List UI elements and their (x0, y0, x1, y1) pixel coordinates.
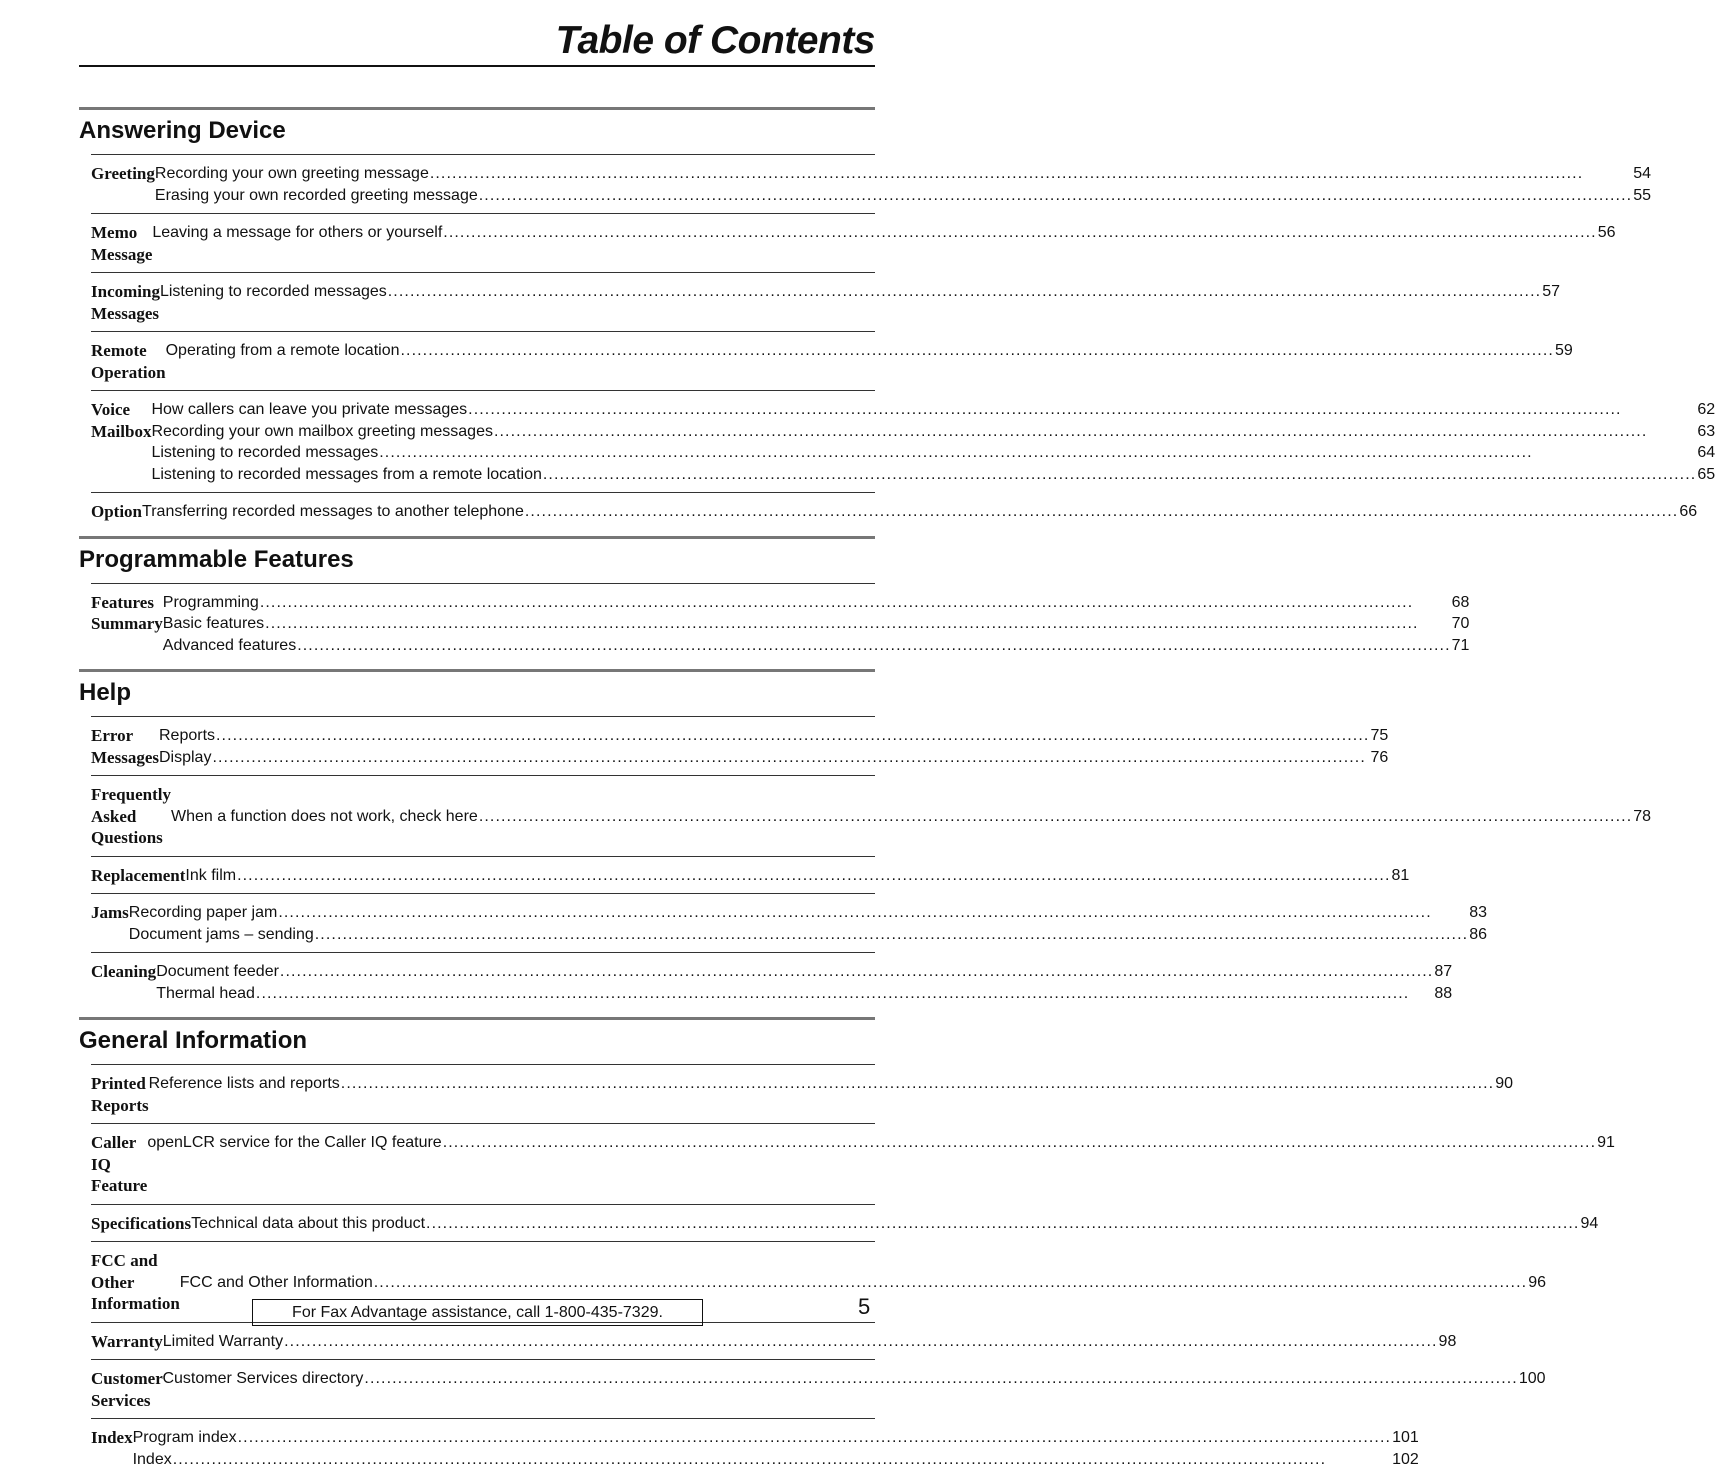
toc-entry[interactable] (163, 592, 1470, 614)
toc-section (79, 107, 1715, 536)
toc-entry-text: How callers can leave you private messages (151, 401, 468, 418)
toc-group (91, 331, 1573, 390)
dot-leader (379, 442, 1696, 464)
toc-group (91, 390, 1715, 492)
toc-entry-text: Programming (162, 593, 259, 611)
toc-entry[interactable] (159, 725, 1388, 747)
toc-group-label: Printed Reports (91, 1074, 149, 1115)
dot-leader (212, 747, 1369, 769)
toc-entry-text: Listening to recorded messages (159, 283, 387, 300)
toc-entry[interactable] (180, 1272, 1546, 1294)
section-tail (79, 1477, 875, 1483)
toc-entry-page: 100 (1518, 1370, 1546, 1387)
dot-leader (543, 464, 1696, 486)
toc-entry-text: openLCR service for the Caller IQ feature (147, 1134, 442, 1151)
toc-group-label: Jams (91, 903, 129, 922)
toc-entry[interactable] (152, 222, 1615, 244)
toc-entry-page: 62 (1697, 401, 1715, 418)
dot-leader (426, 1213, 1579, 1235)
toc-group (91, 1322, 1457, 1360)
toc-entry[interactable] (133, 1427, 1419, 1449)
toc-entry-page: 78 (1633, 807, 1652, 825)
dot-leader (278, 902, 1468, 924)
toc-group-label: Error Messages (91, 726, 159, 767)
dot-leader (525, 501, 1678, 523)
dot-leader (388, 281, 1541, 303)
toc-entry-text: Index (132, 1450, 172, 1468)
toc-entry-text: Document jams – sending (128, 925, 314, 943)
toc-entries (142, 501, 1697, 523)
toc-group (91, 1204, 1599, 1242)
toc-page (79, 0, 1715, 1483)
toc-entry-page: 87 (1434, 963, 1453, 980)
toc-entries (162, 1368, 1545, 1411)
page-number: 5 (858, 1294, 871, 1319)
toc-entry-text: Program index (132, 1429, 237, 1446)
toc-entry-text: Display (158, 748, 212, 766)
toc-group-label: Greeting (91, 164, 155, 183)
toc-group-label: Option (91, 502, 143, 521)
toc-entry-page: 65 (1697, 465, 1715, 483)
section-title: Help (79, 679, 132, 706)
toc-entry-text: When a function does not work, check here (170, 807, 478, 825)
toc-entry-page: 88 (1434, 984, 1453, 1002)
toc-entry-text: Operating from a remote location (165, 342, 400, 359)
toc-entry-page: 68 (1451, 593, 1470, 611)
dot-leader (237, 865, 1390, 887)
toc-group-label: Remote Operation (91, 341, 166, 382)
toc-entry-text: FCC and Other Information (179, 1273, 373, 1291)
toc-entry-text: Reports (158, 727, 216, 744)
toc-group (91, 154, 1651, 213)
section-title: Programmable Features (79, 545, 354, 573)
toc-entry-page: 66 (1679, 503, 1698, 520)
toc-entries (149, 1073, 1513, 1116)
footer-assistance-box: For Fax Advantage assistance, call 1-800-435-7329. (252, 1299, 703, 1326)
toc-entry-page: 90 (1495, 1075, 1514, 1092)
toc-entries (156, 961, 1452, 1004)
toc-group (91, 1123, 1615, 1204)
toc-entry-page: 98 (1438, 1332, 1457, 1350)
toc-entries (191, 1213, 1598, 1235)
toc-group-label: Cleaning (91, 962, 157, 981)
toc-group (91, 492, 1698, 530)
toc-entry[interactable] (151, 442, 1715, 464)
toc-group (91, 893, 1487, 952)
dot-leader (297, 635, 1450, 657)
toc-entries (155, 163, 1651, 206)
dot-leader (216, 725, 1369, 747)
toc-entries (166, 340, 1573, 383)
dot-leader (468, 399, 1696, 421)
toc-entry-text: Leaving a message for others or yourself (152, 224, 443, 241)
toc-group (91, 1359, 1546, 1418)
toc-entry-text: Listening to recorded messages (151, 444, 379, 461)
toc-entry[interactable] (156, 983, 1452, 1005)
toc-entry-text: Basic features (162, 615, 265, 632)
toc-entry-page: 71 (1451, 636, 1470, 654)
toc-group (91, 272, 1560, 331)
toc-entry-text: Document feeder (156, 963, 279, 980)
toc-group (91, 952, 1453, 1011)
toc-entries (163, 1331, 1457, 1353)
toc-entries (163, 592, 1470, 657)
toc-entry-text: Ink film (185, 866, 237, 884)
toc-entry[interactable] (171, 806, 1651, 828)
toc-entry-page: 86 (1469, 925, 1487, 943)
toc-entry[interactable] (151, 421, 1715, 443)
toc-entries (160, 281, 1560, 324)
toc-entry-page: 83 (1469, 904, 1487, 921)
toc-entries (171, 784, 1651, 849)
toc-group (91, 775, 1652, 856)
toc-group-label: Warranty (91, 1331, 163, 1351)
toc-group-label: FCC and Other Information (91, 1251, 180, 1313)
toc-entry-text: Advanced features (162, 636, 297, 654)
toc-entry-page: 81 (1391, 866, 1410, 884)
toc-group-label: Replacement (91, 865, 186, 885)
toc-group-label: Frequently Asked Questions (91, 785, 171, 847)
toc-entry[interactable] (185, 865, 1409, 887)
toc-entry[interactable] (151, 464, 1715, 486)
dot-leader (401, 340, 1554, 362)
toc-entry-page: 96 (1528, 1273, 1546, 1291)
dot-leader (256, 983, 1433, 1005)
toc-entry-text: Recording your own mailbox greeting messages (151, 422, 493, 440)
toc-entry-page: 76 (1370, 748, 1389, 766)
toc-entry-page: 56 (1597, 224, 1616, 241)
section-title: General Information (79, 1027, 308, 1054)
dot-leader (479, 806, 1632, 828)
toc-entry[interactable] (159, 747, 1388, 769)
toc-entry[interactable] (149, 1073, 1513, 1095)
toc-entry-text: Recording paper jam (128, 904, 278, 921)
toc-entry-page: 70 (1451, 615, 1470, 632)
toc-group-label: Incoming Messages (91, 282, 160, 323)
toc-entry[interactable] (162, 1368, 1545, 1390)
toc-group-label: Index (91, 1428, 133, 1447)
dot-leader (443, 1132, 1596, 1154)
toc-group (91, 856, 1410, 894)
toc-group (91, 1064, 1514, 1123)
dot-leader (265, 613, 1450, 635)
toc-entry[interactable] (166, 340, 1573, 362)
toc-group-label: Caller IQ Feature (91, 1133, 148, 1195)
toc-entries (152, 222, 1615, 265)
toc-group-label: Features Summary (91, 592, 163, 633)
toc-entry-text: Erasing your own recorded greeting message (154, 186, 478, 204)
toc-entry[interactable] (129, 902, 1487, 924)
toc-entry-text: Listening to recorded messages from a remote location (151, 465, 542, 483)
toc-entry-text: Customer Services directory (162, 1370, 364, 1387)
toc-entry-text: Limited Warranty (162, 1332, 284, 1350)
toc-entry[interactable] (129, 924, 1487, 946)
toc-entries (151, 399, 1715, 485)
toc-entry[interactable] (147, 1132, 1615, 1154)
page-title: Table of Contents (555, 19, 875, 62)
toc-entries (129, 902, 1487, 945)
toc-sections (79, 107, 1715, 1483)
toc-entry-text: Recording your own greeting message (154, 165, 429, 182)
toc-entries (159, 725, 1388, 768)
toc-entry-text: Thermal head (156, 984, 255, 1002)
toc-section (79, 669, 1652, 1017)
section-title: Answering Device (79, 117, 286, 144)
toc-entry[interactable] (163, 613, 1470, 635)
toc-entry[interactable] (155, 185, 1651, 207)
dot-leader (341, 1073, 1494, 1095)
dot-leader (430, 163, 1632, 185)
entry-spacer (171, 784, 1651, 806)
toc-group (91, 213, 1616, 272)
toc-entry-text: Reference lists and reports (148, 1075, 340, 1092)
toc-section (79, 536, 1470, 670)
toc-entry-page: 63 (1697, 422, 1715, 440)
toc-group (91, 1418, 1419, 1477)
dot-leader (479, 185, 1632, 207)
toc-group (91, 716, 1389, 775)
entry-spacer (180, 1250, 1546, 1272)
toc-entry-page: 57 (1542, 283, 1560, 300)
toc-entry-text: Transferring recorded messages to another telephone (142, 503, 524, 520)
dot-leader (173, 1449, 1391, 1471)
toc-entry-page: 94 (1580, 1214, 1599, 1232)
toc-entry[interactable] (142, 501, 1697, 523)
dot-leader (364, 1368, 1517, 1390)
toc-group (91, 583, 1470, 664)
dot-leader (443, 222, 1596, 244)
dot-leader (238, 1427, 1391, 1449)
toc-entry-text: Technical data about this product (191, 1214, 426, 1232)
toc-entry[interactable] (156, 961, 1452, 983)
toc-entry[interactable] (160, 281, 1560, 303)
toc-group-label: Voice Mailbox (91, 400, 152, 441)
toc-group-label: Memo Message (91, 223, 153, 264)
toc-entry-page: 64 (1697, 444, 1715, 461)
title-rule (79, 65, 875, 67)
toc-entry-page: 101 (1392, 1429, 1419, 1446)
toc-entry[interactable] (163, 635, 1470, 657)
toc-section (79, 1017, 1615, 1483)
dot-leader (315, 924, 1468, 946)
toc-entry[interactable] (163, 1331, 1457, 1353)
toc-entry[interactable] (191, 1213, 1598, 1235)
toc-entry-page: 91 (1597, 1134, 1615, 1151)
toc-group-label: Customer Services (91, 1369, 163, 1410)
toc-entry-page: 55 (1633, 186, 1651, 204)
toc-entries (185, 865, 1409, 887)
toc-entry[interactable] (151, 399, 1715, 421)
dot-leader (374, 1272, 1527, 1294)
dot-leader (260, 592, 1451, 614)
dot-leader (280, 961, 1433, 983)
dot-leader (284, 1331, 1437, 1353)
toc-entry-page: 59 (1554, 342, 1573, 359)
toc-group-label: Specifications (91, 1213, 192, 1233)
toc-entry-page: 102 (1392, 1450, 1419, 1468)
toc-entries (147, 1132, 1615, 1197)
toc-entry[interactable] (133, 1449, 1419, 1471)
toc-entry[interactable] (155, 163, 1651, 185)
toc-entries (133, 1427, 1419, 1470)
toc-entry-page: 54 (1633, 165, 1651, 182)
toc-entry-page: 75 (1370, 727, 1389, 744)
dot-leader (494, 421, 1696, 443)
